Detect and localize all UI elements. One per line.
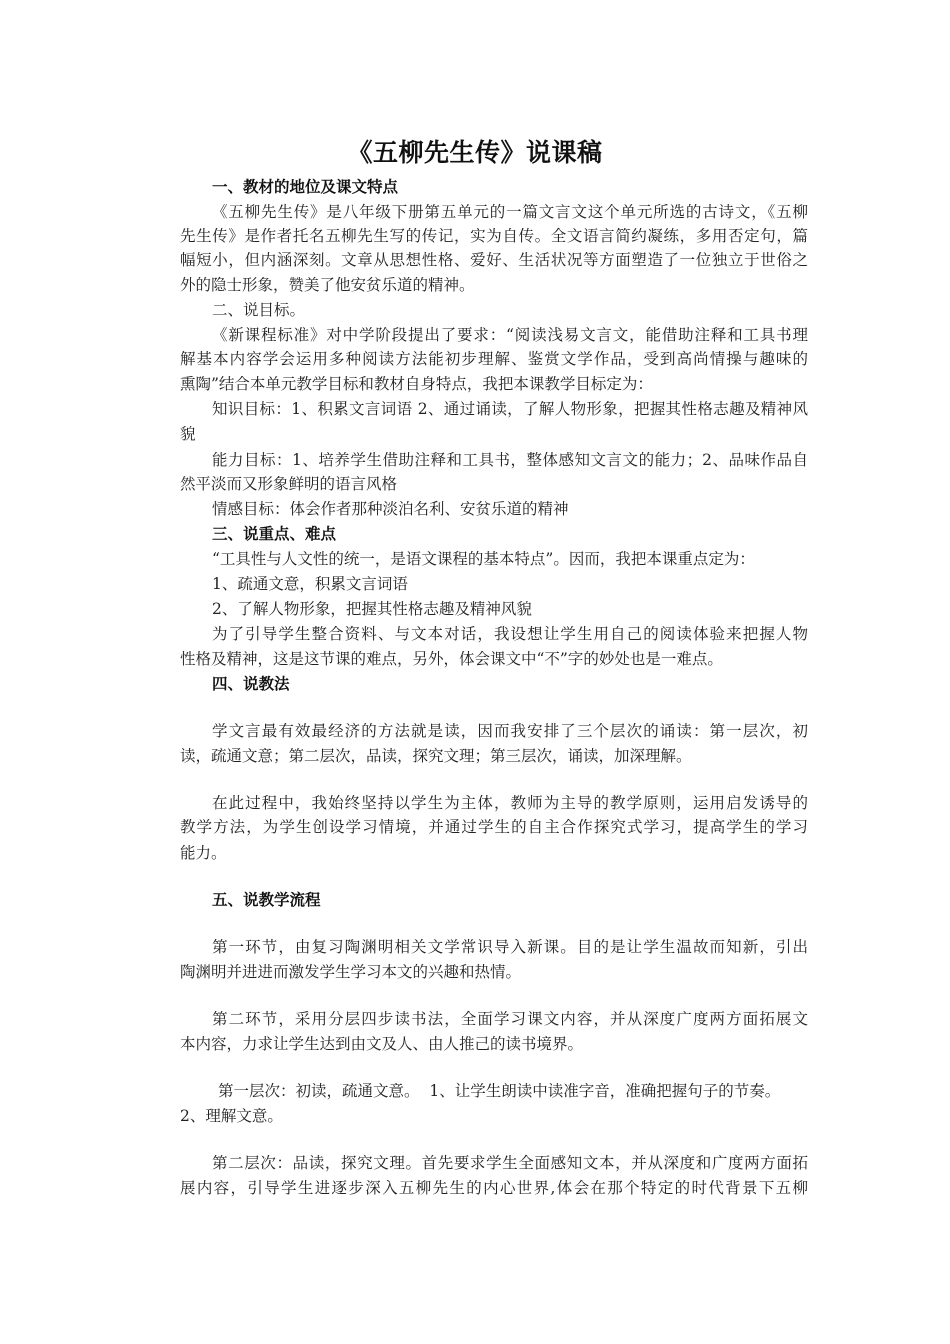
section-heading-1: 一、教材的地位及课文特点 — [212, 177, 399, 196]
paragraph-line: 能力。 — [180, 844, 227, 862]
paragraph-line: 为了引导学生整合资料、与文本对话，我设想让学生用自己的阅读体验来把握人物 — [212, 625, 808, 643]
paragraph-line: 陶渊明并进进而激发学生学习本文的兴趣和热情。 — [180, 963, 522, 981]
paragraph-line: 《五柳先生传》是八年级下册第五单元的一篇文言文这个单元所选的古诗文，《五柳 — [212, 203, 808, 221]
paragraph-line: 学文言最有效最经济的方法就是读，因而我安排了三个层次的诵读：第一层次，初 — [212, 722, 808, 740]
list-item: 1、疏通文意，积累文言词语 — [212, 575, 408, 593]
paragraph-line: 本内容，力求让学生达到由文及人、由人推己的读书境界。 — [180, 1035, 584, 1053]
paragraph-line: 展内容，引导学生进逐步深入五柳先生的内心世界,体会在那个特定的时代背景下五柳 — [180, 1179, 808, 1197]
paragraph-line: 在此过程中，我始终坚持以学生为主体，教师为主导的教学原则，运用启发诱导的 — [212, 794, 808, 812]
paragraph-line: 能力目标：1、培养学生借助注释和工具书，整体感知文言文的能力；2、品味作品自 — [212, 451, 808, 469]
paragraph-line: 情感目标：体会作者那种淡泊名利、安贫乐道的精神 — [212, 500, 569, 518]
paragraph-line: 幅短小，但内涵深刻。文章从思想性格、爱好、生活状况等方面塑造了一位独立于世俗之 — [180, 251, 808, 269]
section-heading-2: 二、说目标。 — [212, 301, 306, 319]
list-item: 2、了解人物形象，把握其性格志趣及精神风貌 — [212, 600, 532, 618]
section-heading-4: 四、说教法 — [212, 674, 290, 693]
paragraph-line: 《新课程标准》对中学阶段提出了要求：“阅读浅易文言文，能借助注释和工具书理 — [212, 326, 808, 344]
paragraph-line: 熏陶”结合本单元教学目标和教材自身特点，我把本课教学目标定为： — [180, 375, 653, 393]
paragraph-line: “工具性与人文性的统一，是语文课程的基本特点”。因而，我把本课重点定为： — [212, 550, 755, 568]
paragraph-line: 第二层次：品读，探究文理。首先要求学生全面感知文本，并从深度和广度两方面拓 — [212, 1154, 808, 1172]
paragraph-line: 教学方法，为学生创设学习情境，并通过学生的自主合作探究式学习，提高学生的学习 — [180, 818, 808, 836]
section-heading-3: 三、说重点、难点 — [212, 524, 337, 543]
section-heading-5: 五、说教学流程 — [212, 890, 321, 909]
paragraph-line: 第一层次：初读，疏通文意。 1、让学生朗读中读准字音，准确把握句子的节奏。 — [218, 1082, 781, 1100]
paragraph-line: 第一环节，由复习陶渊明相关文学常识导入新课。目的是让学生温故而知新，引出 — [212, 938, 808, 956]
paragraph-line: 性格及精神，这是这节课的难点，另外，体会课文中“不”字的妙处也是一难点。 — [180, 650, 723, 668]
paragraph-line: 外的隐士形象，赞美了他安贫乐道的精神。 — [180, 276, 475, 294]
document-title: 《五柳先生传》说课稿 — [347, 138, 603, 167]
paragraph-line: 读，疏通文意；第二层次，品读，探究文理；第三层次，诵读，加深理解。 — [180, 747, 692, 765]
paragraph-line: 2、理解文意。 — [180, 1107, 283, 1125]
paragraph-line: 貌 — [180, 425, 196, 443]
paragraph-line: 解基本内容学会运用多种阅读方法能初步理解、鉴赏文学作品，受到高尚情操与趣味的 — [180, 350, 808, 368]
paragraph-line: 先生传》是作者托名五柳先生写的传记，实为自传。全文语言简约凝练，多用否定句，篇 — [180, 227, 808, 245]
paragraph-line: 然平淡而又形象鲜明的语言风格 — [180, 475, 398, 493]
paragraph-line: 第二环节，采用分层四步读书法，全面学习课文内容，并从深度广度两方面拓展文 — [212, 1010, 808, 1028]
paragraph-line: 知识目标：1、积累文言词语 2、通过诵读，了解人物形象，把握其性格志趣及精神风 — [212, 400, 808, 418]
